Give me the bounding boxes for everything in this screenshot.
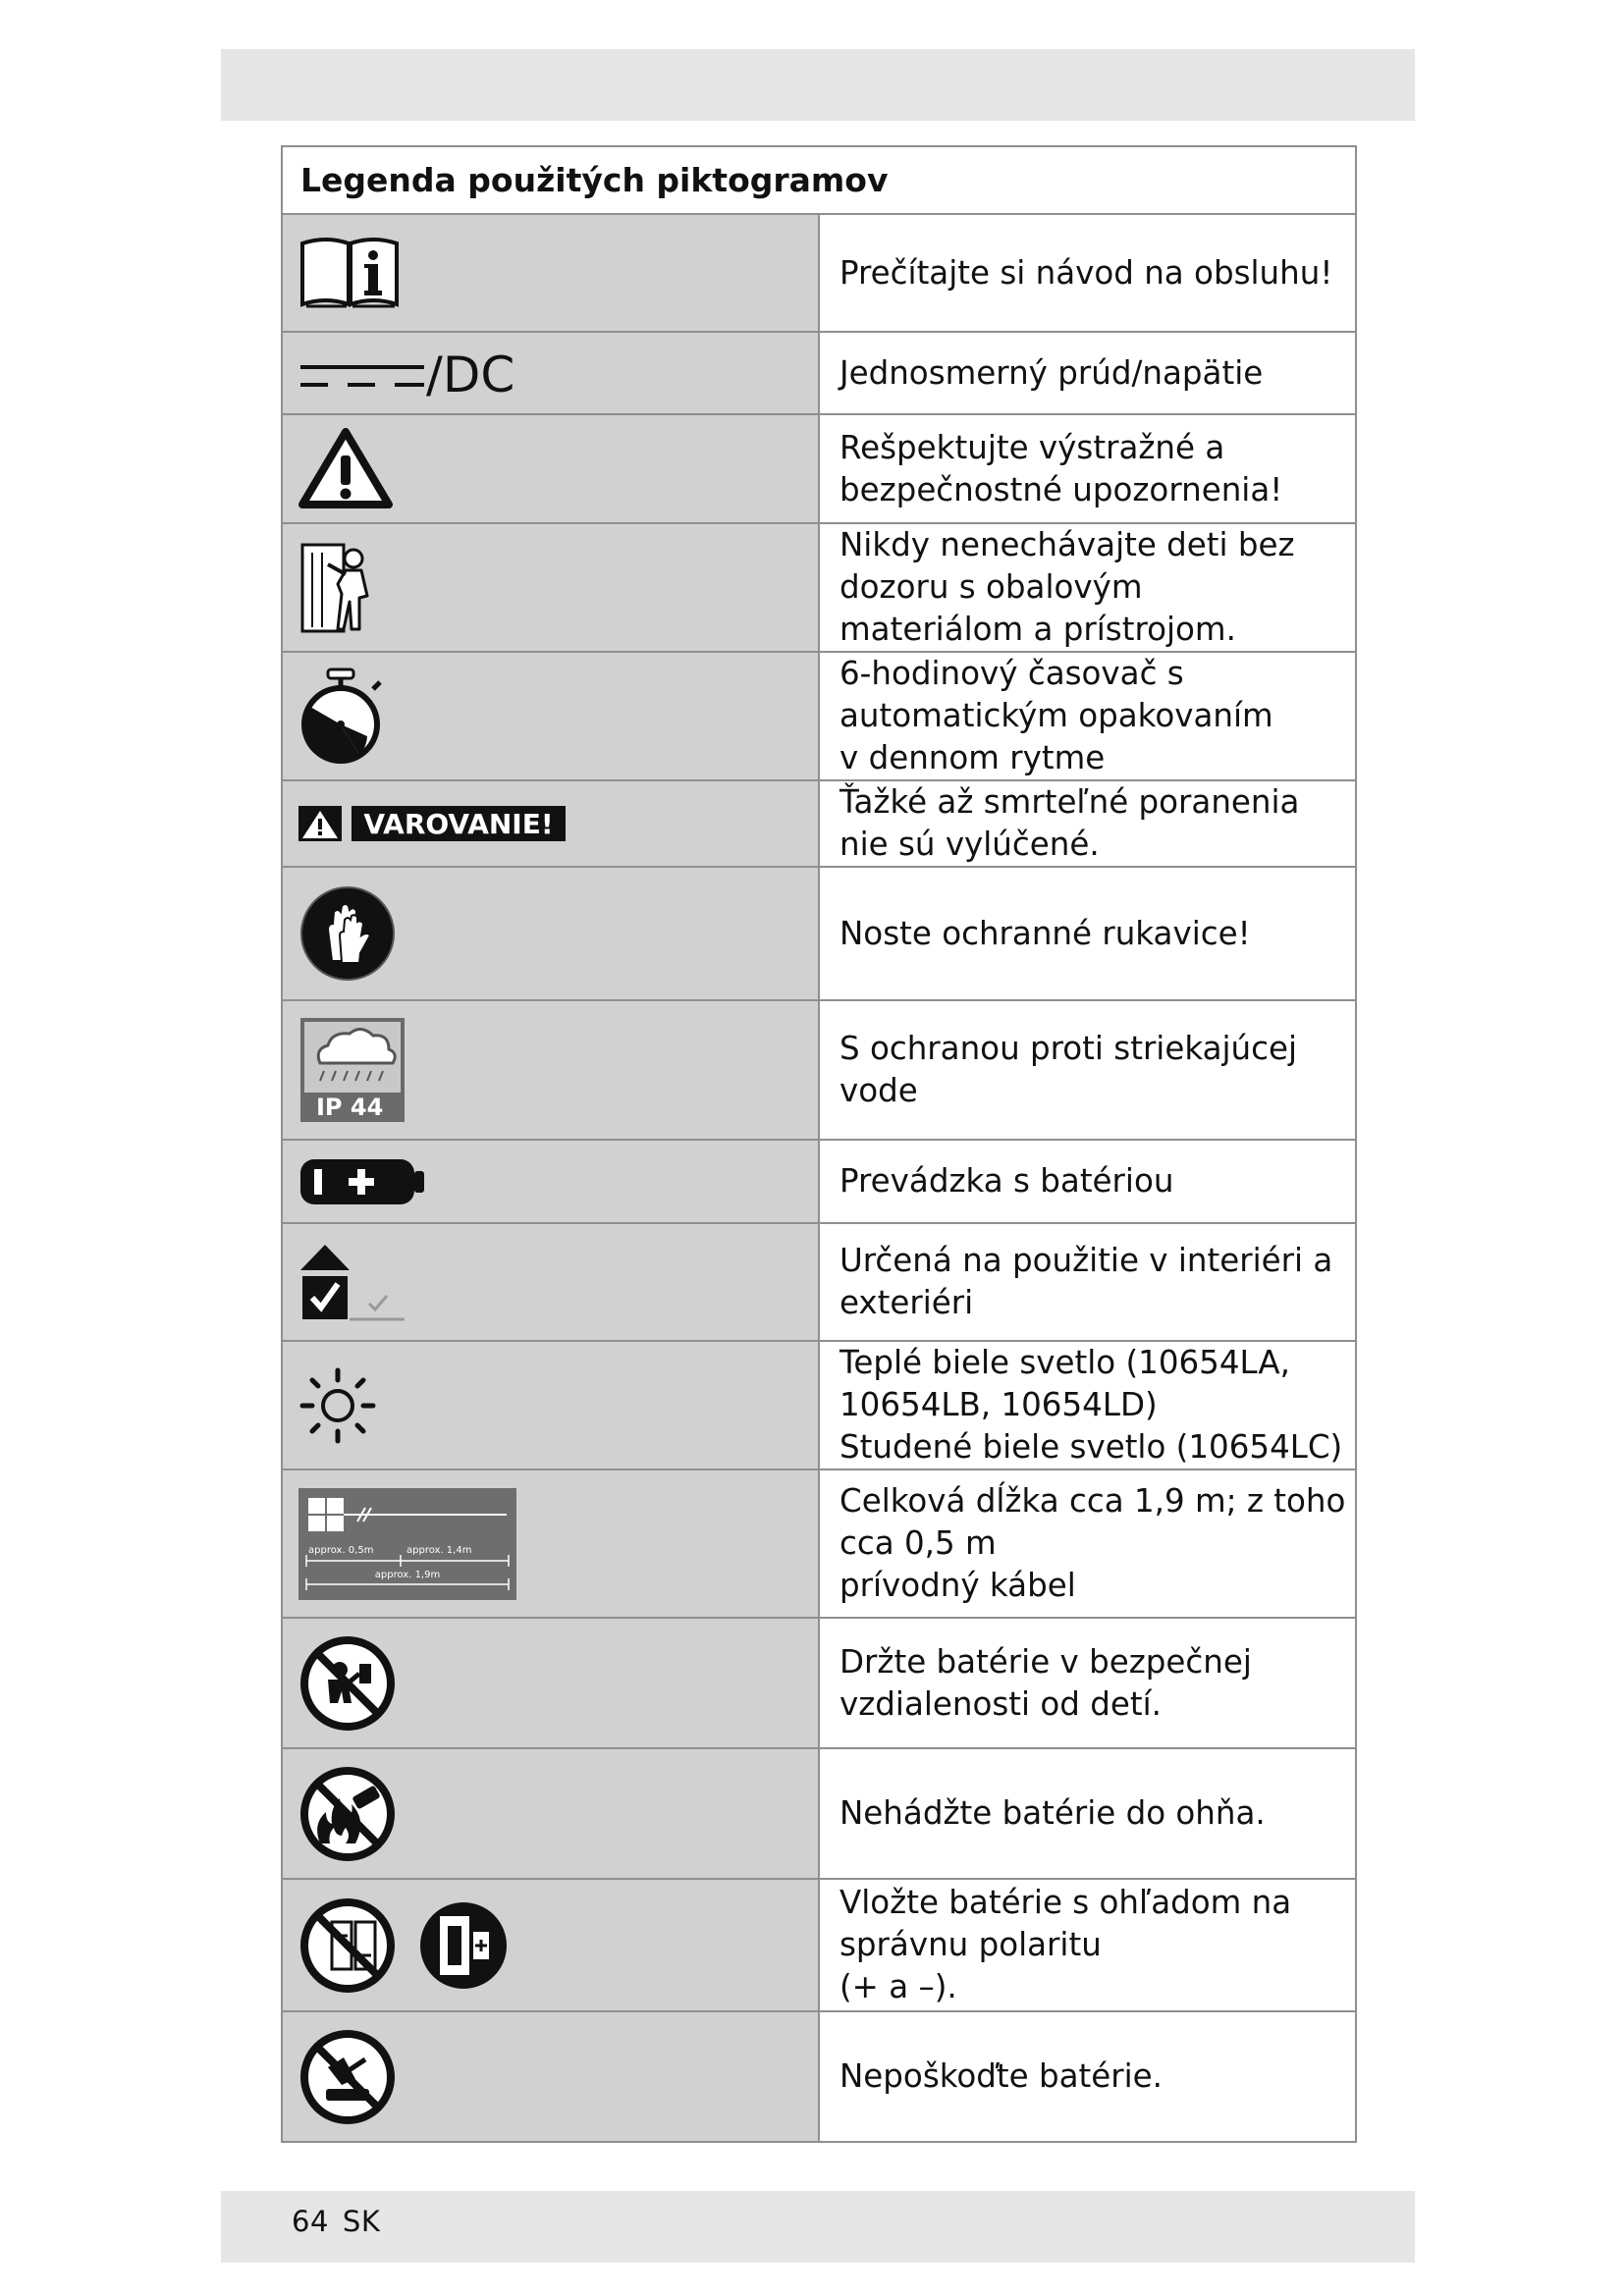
icon-cell [282,1618,819,1748]
page-number: 64 [292,2205,329,2238]
table-row [282,1140,1356,1223]
icon-cell [282,414,819,523]
table-row [282,414,1356,523]
legend-text [819,1618,1356,1748]
table-row [282,1223,1356,1341]
legend-text [819,414,1356,523]
ip44-rain-icon [298,1016,406,1124]
no-damage-batteries-icon [298,2028,397,2126]
ip44-label: IP 44 [316,1094,384,1121]
legend-text [819,1341,1356,1469]
icon-cell [282,2011,819,2142]
legend-text-line: prívodný kábel [839,1567,1076,1604]
legend-text-line: Celková dĺžka cca 1,9 m; z toho cca 0,5 m [839,1482,1346,1562]
table-row [282,2011,1356,2142]
cable-label-lights: approx. 1,4m [406,1544,472,1556]
legend-text-line: Nepoškoďte batérie. [839,2057,1163,2095]
table-row [282,1341,1356,1469]
icon-cell [282,780,819,867]
legend-text-line: S ochranou proti striekajúcej vode [839,1030,1298,1109]
icon-cell [282,1223,819,1341]
legend-text-line: Nikdy nenechávajte deti bez dozoru s obalovým [839,526,1295,606]
legend-text-line: (+ a –). [839,1968,957,2005]
pictogram-legend-table [281,145,1357,2143]
legend-text [819,332,1356,414]
no-fire-batteries-icon [298,1765,397,1863]
icon-cell [282,214,819,332]
warning-triangle-icon [298,428,393,510]
legend-text-line: Nehádžte batérie do ohňa. [839,1794,1266,1832]
footer-band [221,2191,1415,2263]
table-row [282,780,1356,867]
icon-cell [282,1879,819,2011]
table-row [282,1618,1356,1748]
icon-cell [282,523,819,652]
cable-label-supply: approx. 0,5m [308,1544,374,1556]
page-footer [292,2205,394,2238]
language-code: SK [342,2205,381,2238]
legend-text-line: Určená na použitie v interiéri a exteriéri [839,1242,1333,1321]
legend-text-line: Prevádzka s batériou [839,1162,1174,1200]
legend-text-line: Vložte batérie s ohľadom na správnu polaritu [839,1884,1292,1963]
timer-icon [298,667,389,766]
icon-cell [282,332,819,414]
legend-text-line: Studené biele svetlo (10654LC) [839,1428,1343,1466]
legend-text [819,1469,1356,1618]
icon-cell [282,1140,819,1223]
no-children-batteries-icon [298,1634,397,1733]
table-row [282,214,1356,332]
book-info-icon [298,234,401,312]
cable-length-icon [298,1488,516,1600]
legend-text [819,1879,1356,2011]
cable-label-total: approx. 1,9m [374,1569,441,1580]
legend-text-line: 6-hodinový časovač s automatickým opakovaním [839,655,1273,734]
legend-text [819,1140,1356,1223]
gloves-icon [298,884,397,983]
legend-text-line: Prečítajte si návod na obsluhu! [839,253,1333,292]
icon-cell [282,867,819,1000]
legend-text [819,1748,1356,1879]
warning-label-text: VAROVANIE! [363,808,554,840]
indoor-outdoor-icon [298,1241,406,1323]
legend-title-row [282,146,1356,214]
warning-label-icon [298,804,568,843]
legend-text [819,523,1356,652]
table-row [282,1748,1356,1879]
legend-text [819,2011,1356,2142]
polarity-icon [298,1896,514,1995]
legend-text [819,867,1356,1000]
legend-text-line: materiálom a prístrojom. [839,611,1236,648]
legend-text [819,1000,1356,1140]
header-band [221,49,1415,121]
legend-text-line: v dennom rytme [839,739,1106,776]
legend-text-line: Rešpektujte výstražné a bezpečnostné upozornenia! [839,428,1283,508]
icon-cell [282,652,819,780]
legend-text-line: Teplé biele svetlo (10654LA, 10654LB, 10654LD) [839,1344,1290,1423]
legend-title: Legenda použitých piktogramov [282,146,1356,214]
table-row [282,523,1356,652]
table-row [282,332,1356,414]
legend-text [819,1223,1356,1341]
legend-text-line: Noste ochranné rukavice! [839,914,1251,952]
icon-cell [282,1341,819,1469]
battery-icon [298,1157,426,1206]
light-sun-icon [298,1366,377,1445]
table-row [282,1000,1356,1140]
icon-cell [282,1748,819,1879]
table-row [282,1879,1356,2011]
legend-text-line: Držte batérie v bezpečnej vzdialenosti od detí. [839,1642,1252,1723]
table-row [282,867,1356,1000]
dc-symbol-icon [298,344,534,402]
dc-label: /DC [426,347,515,402]
table-row [282,652,1356,780]
legend-text [819,652,1356,780]
icon-cell [282,1000,819,1140]
legend-text [819,214,1356,332]
child-packaging-icon [298,541,377,635]
legend-text-line: Ťažké až smrteľné poranenia nie sú vylúčené. [839,783,1300,863]
icon-cell [282,1469,819,1618]
table-row [282,1469,1356,1618]
legend-text [819,780,1356,867]
legend-text-line: Jednosmerný prúd/napätie [839,353,1264,392]
